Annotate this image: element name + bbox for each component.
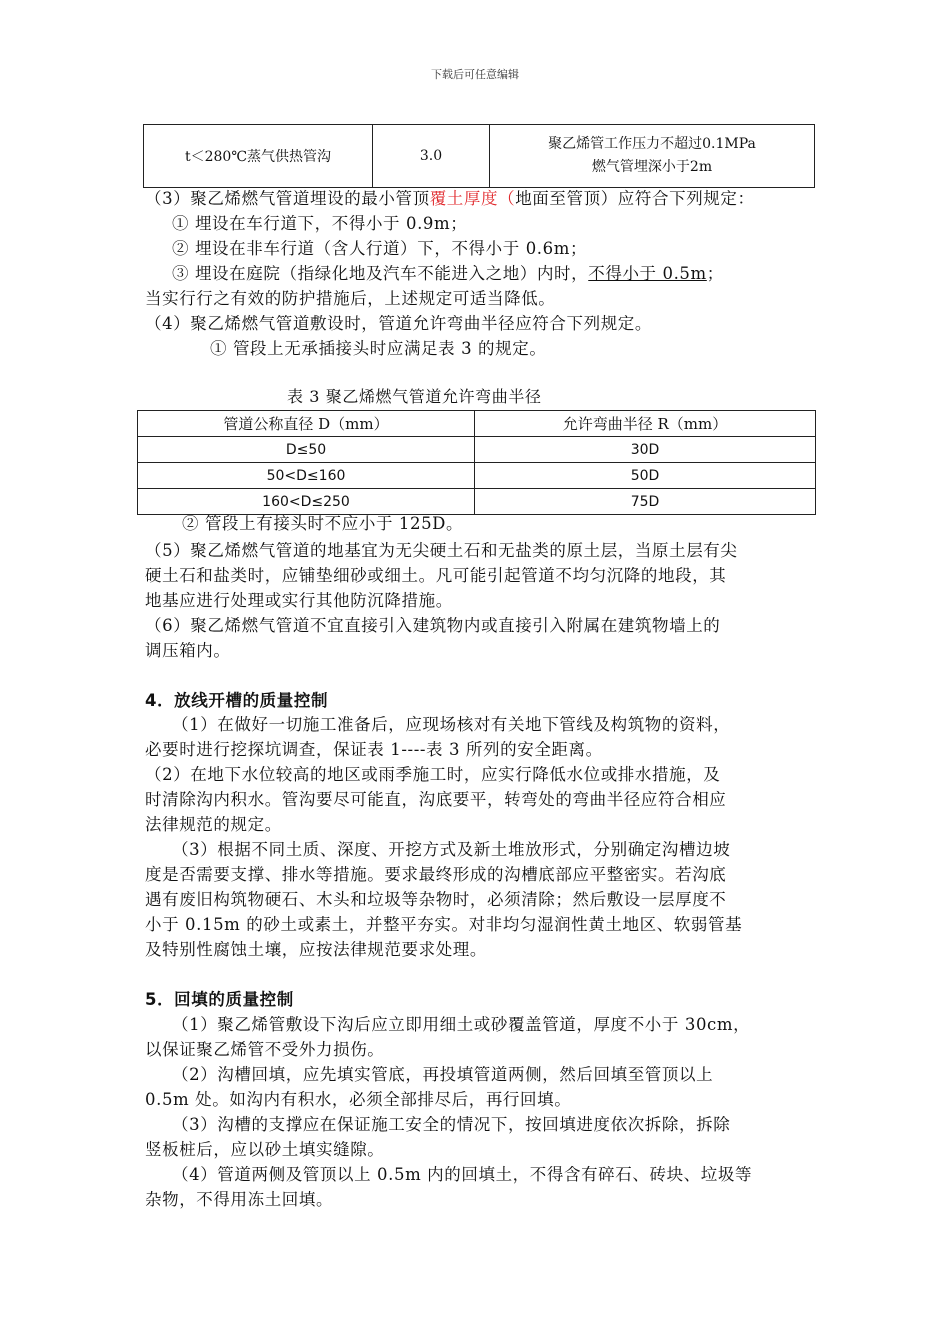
paragraph-line: 时清除沟内积水。管沟要尽可能直，沟底要平，转弯处的弯曲半径应符合相应 [145, 790, 727, 809]
table-cell: 160<D≤250 [138, 489, 475, 515]
paragraph-line: （6）聚乙烯燃气管道不宜直接引入建筑物内或直接引入附属在建筑物墙上的 [145, 616, 721, 635]
table-cell: 50<D≤160 [138, 463, 475, 489]
section-heading: 5．回填的质量控制 [145, 990, 294, 1009]
paragraph-line: 硬土石和盐类时，应铺垫细砂或细土。凡可能引起管道不均匀沉降的地段，其 [145, 566, 727, 585]
column-header-diameter: 管道公称直径 D（mm） [138, 411, 475, 437]
table-cell: t＜280℃蒸气供热管沟 [144, 125, 373, 188]
paragraph-line: （3）沟槽的支撑应在保证施工安全的情况下，按回填进度依次拆除，拆除 [172, 1115, 731, 1134]
paragraph-line: 遇有废旧构筑物硬石、木头和垃圾等杂物时，必须清除；然后敷设一层厚度不 [145, 890, 727, 909]
paragraph-line [172, 262, 724, 286]
table-cell [490, 125, 815, 188]
table-header-row [138, 411, 816, 437]
paragraph-line: （4）管道两侧及管顶以上 0.5m 内的回填土，不得含有碎石、砖块、垃圾等 [172, 1165, 753, 1184]
table-row [144, 125, 815, 188]
paragraph-line [145, 187, 755, 211]
underlined-text: 不得小于 0.5m [588, 264, 707, 283]
paragraph-line: 必要时进行挖探坑调查，保证表 1----表 3 所列的安全距离。 [145, 740, 603, 759]
paragraph-line: 调压箱内。 [145, 641, 231, 660]
cell-line: 聚乙烯管工作压力不超过0.1MPa [548, 136, 756, 152]
paragraph-line: 0.5m 处。如沟内有积水，必须全部排尽后，再行回填。 [145, 1090, 572, 1109]
paragraph-line: 地基应进行处理或实行其他防沉降措施。 [145, 591, 453, 610]
table-cell: 30D [475, 437, 816, 463]
text-span: （3）聚乙烯燃气管道埋设的最小管顶 [145, 189, 430, 208]
table-cell: 3.0 [373, 125, 490, 188]
table-row [138, 437, 816, 463]
paragraph-line: 以保证聚乙烯管不受外力损伤。 [145, 1040, 385, 1059]
table-cell: D≤50 [138, 437, 475, 463]
paragraph-line: （1）聚乙烯管敷设下沟后应立即用细土或砂覆盖管道，厚度不小于 30cm， [172, 1015, 751, 1034]
section-heading: 4．放线开槽的质量控制 [145, 691, 329, 710]
paragraph-line: 当实行行之有效的防护措施后，上述规定可适当降低。 [145, 289, 556, 308]
paragraph-line: ① 埋设在车行道下，不得小于 0.9m； [172, 214, 468, 233]
paragraph-line: ② 管段上有接头时不应小于 125D。 [182, 514, 464, 533]
table-cell: 75D [475, 489, 816, 515]
paragraph-line: 度是否需要支撑、排水等措施。要求最终形成的沟槽底部应平整密实。若沟底 [145, 865, 727, 884]
paragraph-line: ② 埋设在非车行道（含人行道）下，不得小于 0.6m； [172, 239, 588, 258]
paragraph-line: ① 管段上无承插接头时应满足表 3 的规定。 [210, 339, 547, 358]
cell-line: 燃气管埋深小于2m [591, 159, 713, 175]
paragraph-line: （4）聚乙烯燃气管道敷设时，管道允许弯曲半径应符合下列规定。 [145, 314, 652, 333]
paragraph-line: （3）根据不同土质、深度、开挖方式及新土堆放形式，分别确定沟槽边坡 [172, 840, 731, 859]
bending-radius-table [137, 410, 816, 515]
paragraph-line: （1）在做好一切施工准备后，应现场核对有关地下管线及构筑物的资料， [172, 715, 731, 734]
table-caption: 表 3 聚乙烯燃气管道允许弯曲半径 [287, 387, 542, 406]
text-span: 地面至管顶）应符合下列规定： [515, 189, 755, 208]
highlighted-text: 覆土厚度（ [429, 189, 516, 208]
text-span: ③ 埋设在庭院（指绿化地及汽车不能进入之地）内时， [172, 264, 589, 283]
table-cell: 50D [475, 463, 816, 489]
paragraph-line: （2）在地下水位较高的地区或雨季施工时，应实行降低水位或排水措施，及 [145, 765, 721, 784]
paragraph-line: （2）沟槽回填，应先填实管底，再投填管道两侧，然后回填至管顶以上 [172, 1065, 714, 1084]
paragraph-line: 法律规范的规定。 [145, 815, 282, 834]
page-header-note: 下载后可任意编辑 [431, 68, 519, 81]
table-row [138, 463, 816, 489]
column-header-radius: 允许弯曲半径 R（mm） [475, 411, 816, 437]
paragraph-line: （5）聚乙烯燃气管道的地基宜为无尖硬土石和无盐类的原土层，当原土层有尖 [145, 541, 738, 560]
table-row [138, 489, 816, 515]
paragraph-line: 小于 0.15m 的砂土或素土，并整平夯实。对非均匀湿润性黄土地区、软弱管基 [145, 915, 743, 934]
distance-table-fragment [143, 124, 815, 188]
paragraph-line: 杂物，不得用冻土回填。 [145, 1190, 334, 1209]
text-span: ； [706, 264, 724, 283]
paragraph-line: 及特别性腐蚀土壤，应按法律规范要求处理。 [145, 940, 487, 959]
paragraph-line: 竖板桩后，应以砂土填实缝隙。 [145, 1140, 385, 1159]
